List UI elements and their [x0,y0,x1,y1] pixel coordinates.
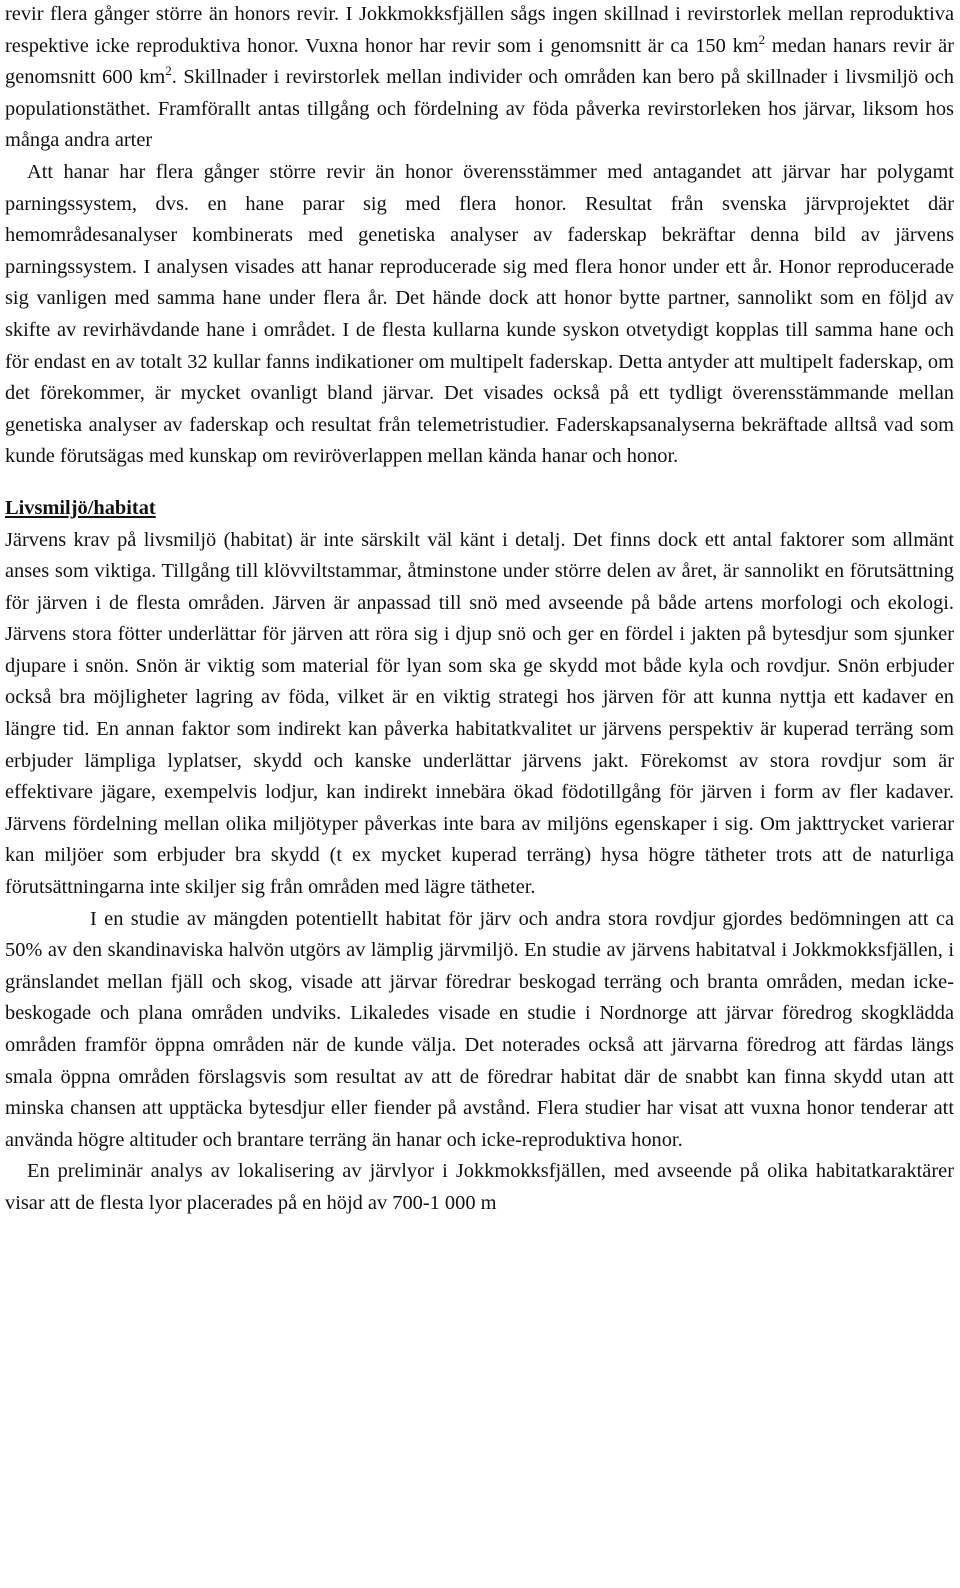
paragraph-territory-size [5,0,954,157]
paragraph-text: . Skillnader i revirstorlek mellan individer och områden kan bero på skillnader i livsmiljö och populationstäthet. Framförallt antas tillgång och fördelning av föda påverka revirstorleken hos järvar, liksom hos många andra arter [5,66,954,152]
paragraph-text: revir flera gånger större än honors revir. I Jokkmokksfjällen sågs ingen skillnad i revirstorlek mellan reproduktiva respektive icke reproduktiva honor. Vuxna honor har revir som i genomsnitt är ca 150 km [5,3,954,57]
paragraph-text: medan hanars revir är genomsnitt 600 km [5,34,954,89]
paragraph-mating-system: Att hanar har flera gånger större revir än honor överensstämmer med antagandet att järvar har polygamt parningssystem, dvs. en hane parar sig med flera honor. Resultat från svenska järvprojektet där hemområdesanalyser kombinerats med genetiska analyser av faderskap bekräftar denna bild av järvens parningssystem. I analysen visades att hanar reproducerade sig med flera honor under ett år. Honor reproducerade sig vanligen med samma hane under flera år. Det hände dock att honor bytte partner, sannolikt som en följd av skifte av revirhävdande hane i området. I de flesta kullarna kunde syskon otvetydigt kopplas till samma hane och för endast en av totalt 32 kullar fanns indikationer om multipelt faderskap. Detta antyder att multipelt faderskap, om det förekommer, är mycket ovanligt bland järvar. Det visades också på ett tydligt överensstämmande mellan genetiska analyser av faderskap och resultat från telemetristudier. Faderskapsanalyserna bekräftade alltså vad som kunde förutsägas med kunskap om reviröverlappen mellan kända hanar och honor. [5,160,954,468]
superscript: 2 [165,63,172,79]
superscript: 2 [758,31,766,47]
paragraph-habitat-requirements: Järvens krav på livsmiljö (habitat) är inte särskilt väl känt i detalj. Det finns dock ett antal faktorer som allmänt anses som viktiga. Tillgång till klövviltstammar, åtminstone under större delen av året, är sannolikt en förutsättning för järven i de flesta områden. Järven är anpassad till snö med avseende på både artens morfologi och ekologi. Järvens stora fötter underlättar för järven att röra sig i djup snö och ger en fördel i jakten på bytesdjur som sjunker djupare i snön. Snön är viktig som material för lyan som ska ge skydd mot både kyla och rovdjur. Snön erbjuder också bra möjligheter lagring av föda, vilket är en viktig strategi hos järven för att kunna nyttja ett kadaver en längre tid. En annan faktor som indirekt kan påverka habitatkvalitet ur järvens perspektiv är kuperad terräng som erbjuder lämpliga lyplatser, skydd och kanske underlättar järvens jakt. Förekomst av stora rovdjur som är effektivare jägare, exempelvis lodjur, kan indirekt innebära ökad födotillgång för järven i form av fler kadaver. Järvens fördelning mellan olika miljötyper påverkas inte bara av miljöns egenskaper i sig. Om jakttrycket varierar kan miljöer som erbjuder bra skydd (t ex mycket kuperad terräng) hysa högre tätheter trots att de naturliga förutsättningarna inte skiljer sig från områden med lägre tätheter. [5,528,954,899]
paragraph-habitat-studies: I en studie av mängden potentiellt habitat för järv och andra stora rovdjur gjordes bedömningen att ca 50% av den skandinaviska halvön utgörs av lämplig järvmiljö. En studie av järvens habitatval i Jokkmokksfjällen, i gränslandet mellan fjäll och skog, visade att järvar föredrar beskogad terräng och branta områden, medan icke-beskogade och plana områden undviks. Likaledes visade en studie i Nordnorge att järvar föredrog skogklädda områden framför öppna områden när de kunde välja. Det noterades också att järvarna föredrog att färdas längs smala öppna områden förslagsvis som resultat av att de föredrar habitat där de snabbt kan finna skydd utan att minska chansen att upptäcka bytesdjur eller fiender på avstånd. Flera studier har visat att vuxna honor tenderar att använda högre altituder och brantare terräng än hanar och icke-reproduktiva honor. [5,907,954,1151]
paragraph-den-analysis: En preliminär analys av lokalisering av järvlyor i Jokkmokksfjällen, med avseende på olika habitatkaraktärer visar att de flesta lyor placerades på en höjd av 700-1 000 m [5,1160,954,1214]
section-heading: Livsmiljö/habitat [5,496,156,519]
